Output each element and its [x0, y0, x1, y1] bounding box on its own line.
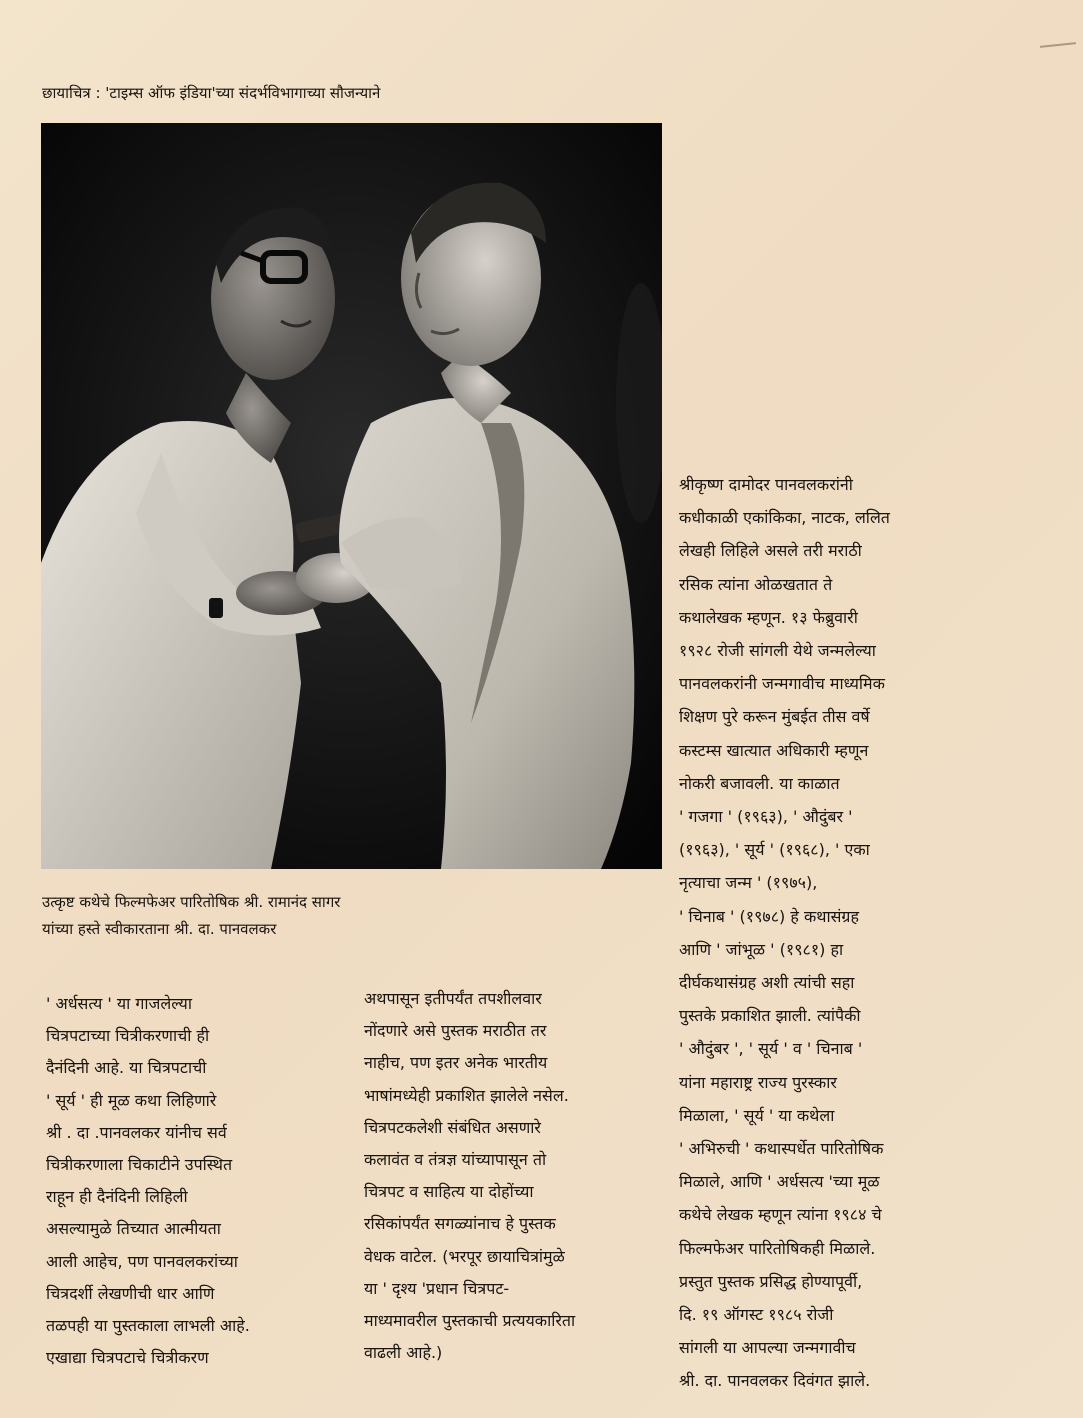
text-line: रसिक त्यांना ओळखतात ते	[679, 574, 833, 594]
text-line: चित्रपटाच्या चित्रीकरणाची ही	[46, 1026, 210, 1046]
text-line: चित्रीकरणाला चिकाटीने उपस्थित	[46, 1155, 233, 1175]
text-line: राहून ही दैनंदिनी लिहिली	[46, 1187, 188, 1207]
text-line: ' औदुंबर ', ' सूर्य ' व ' चिनाब '	[679, 1039, 863, 1059]
text-line: श्री . दा .पानवलकर यांनीच सर्व	[46, 1122, 227, 1142]
text-line: प्रस्तुत पुस्तक प्रसिद्ध होण्यापूर्वी,	[679, 1271, 863, 1291]
text-line: ' चिनाब ' (१९७८) हे कथासंग्रह	[679, 906, 859, 926]
text-line: दैनंदिनी आहे. या चित्रपटाची	[46, 1058, 207, 1078]
text-line: असल्यामुळे तिच्यात आत्मीयता	[46, 1219, 221, 1239]
text-line: नोंदणारे असे पुस्तक मराठीत तर	[364, 1021, 547, 1041]
text-line: नाहीच, पण इतर अनेक भारतीय	[364, 1053, 548, 1073]
photo-credit: छायाचित्र : 'टाइम्स ऑफ इंडिया'च्या संदर्भविभागाच्या सौजन्याने	[42, 84, 381, 102]
text-line: कलावंत व तंत्रज्ञ यांच्यापासून तो	[364, 1150, 547, 1170]
text-line: नृत्याचा जन्म ' (१९७५),	[679, 873, 818, 893]
text-line: मिळाला, ' सूर्य ' या कथेला	[679, 1105, 835, 1125]
text-line: कथालेखक म्हणून. १३ फेब्रुवारी	[679, 607, 858, 627]
text-line: वाढली आहे.)	[364, 1343, 443, 1363]
text-line: ' सूर्य ' ही मूळ कथा लिहिणारे	[46, 1090, 217, 1110]
caption-line: यांच्या हस्ते स्वीकारताना श्री. दा. पानवलकर	[42, 920, 277, 938]
text-line: या ' दृश्य 'प्रधान चित्रपट-	[364, 1278, 510, 1298]
photo-caption	[42, 889, 602, 943]
text-line: श्रीकृष्ण दामोदर पानवलकरांनी	[679, 475, 853, 494]
text-line: नोकरी बजावली. या काळात	[679, 773, 840, 793]
text-line: एखाद्या चित्रपटाचे चित्रीकरण	[46, 1348, 209, 1368]
photo-illustration	[41, 123, 662, 869]
text-line: कथेचे लेखक म्हणून त्यांना १९८४ चे	[679, 1205, 882, 1225]
left-text-column	[46, 988, 346, 1374]
text-line: माध्यमावरील पुस्तकाची प्रत्ययकारिता	[364, 1311, 576, 1331]
middle-text-column	[364, 983, 664, 1369]
text-line: चित्रपटकलेशी संबंधित असणारे	[364, 1117, 541, 1137]
text-line: कधीकाळी एकांकिका, नाटक, ललित	[679, 508, 890, 528]
text-line: मिळाले, आणि ' अर्धसत्य 'च्या मूळ	[679, 1172, 880, 1192]
text-line: कस्टम्स खात्यात अधिकारी म्हणून	[679, 740, 869, 760]
text-line: १९२८ रोजी सांगली येथे जन्मलेल्या	[679, 641, 876, 661]
text-line: पानवलकरांनी जन्मगावीच माध्यमिक	[679, 674, 885, 694]
award-photograph	[41, 123, 662, 869]
text-line: आली आहेच, पण पानवलकरांच्या	[46, 1251, 238, 1271]
text-line: चित्रपट व साहित्य या दोहोंच्या	[364, 1182, 534, 1202]
text-line: रसिकांपर्यंत सगळ्यांनाच हे पुस्तक	[364, 1214, 556, 1234]
text-line: सांगली या आपल्या जन्मगावीच	[679, 1338, 856, 1358]
text-line: दीर्घकथासंग्रह अशी त्यांची सहा	[679, 973, 855, 993]
pen-mark	[1040, 42, 1076, 48]
text-line: श्री. दा. पानवलकर दिवंगत झाले.	[679, 1371, 871, 1391]
text-line: पुस्तके प्रकाशित झाली. त्यांपैकी	[679, 1006, 861, 1026]
caption-line: उत्कृष्ट कथेचे फिल्मफेअर पारितोषिक श्री. रामानंद सागर	[42, 893, 341, 911]
text-line: शिक्षण पुरे करून मुंबईत तीस वर्षे	[679, 707, 870, 727]
right-text-column	[679, 468, 999, 1398]
text-line: फिल्मफेअर पारितोषिकही मिळाले.	[679, 1238, 876, 1258]
text-line: यांना महाराष्ट्र राज्य पुरस्कार	[679, 1072, 837, 1092]
text-line: अथपासून इतीपर्यंत तपशीलवार	[364, 989, 542, 1008]
text-line: चित्रदर्शी लेखणीची धार आणि	[46, 1283, 215, 1303]
text-line: भाषांमध्येही प्रकाशित झालेले नसेल.	[364, 1085, 569, 1105]
text-line: आणि ' जांभूळ ' (१९८१) हा	[679, 939, 844, 959]
text-line: लेखही लिहिले असले तरी मराठी	[679, 541, 862, 561]
text-line: ' अर्धसत्य ' या गाजलेल्या	[46, 994, 192, 1013]
text-line: वेधक वाटेल. (भरपूर छायाचित्रांमुळे	[364, 1246, 565, 1266]
text-line: (१९६३), ' सूर्य ' (१९६८), ' एका	[679, 840, 870, 860]
text-line: ' गजगा ' (१९६३), ' औदुंबर '	[679, 807, 853, 827]
text-line: दि. १९ ऑगस्ट १९८५ रोजी	[679, 1305, 834, 1325]
text-line: ' अभिरुची ' कथास्पर्धेत पारितोषिक	[679, 1139, 884, 1159]
text-line: तळपही या पुस्तकाला लाभली आहे.	[46, 1316, 250, 1336]
